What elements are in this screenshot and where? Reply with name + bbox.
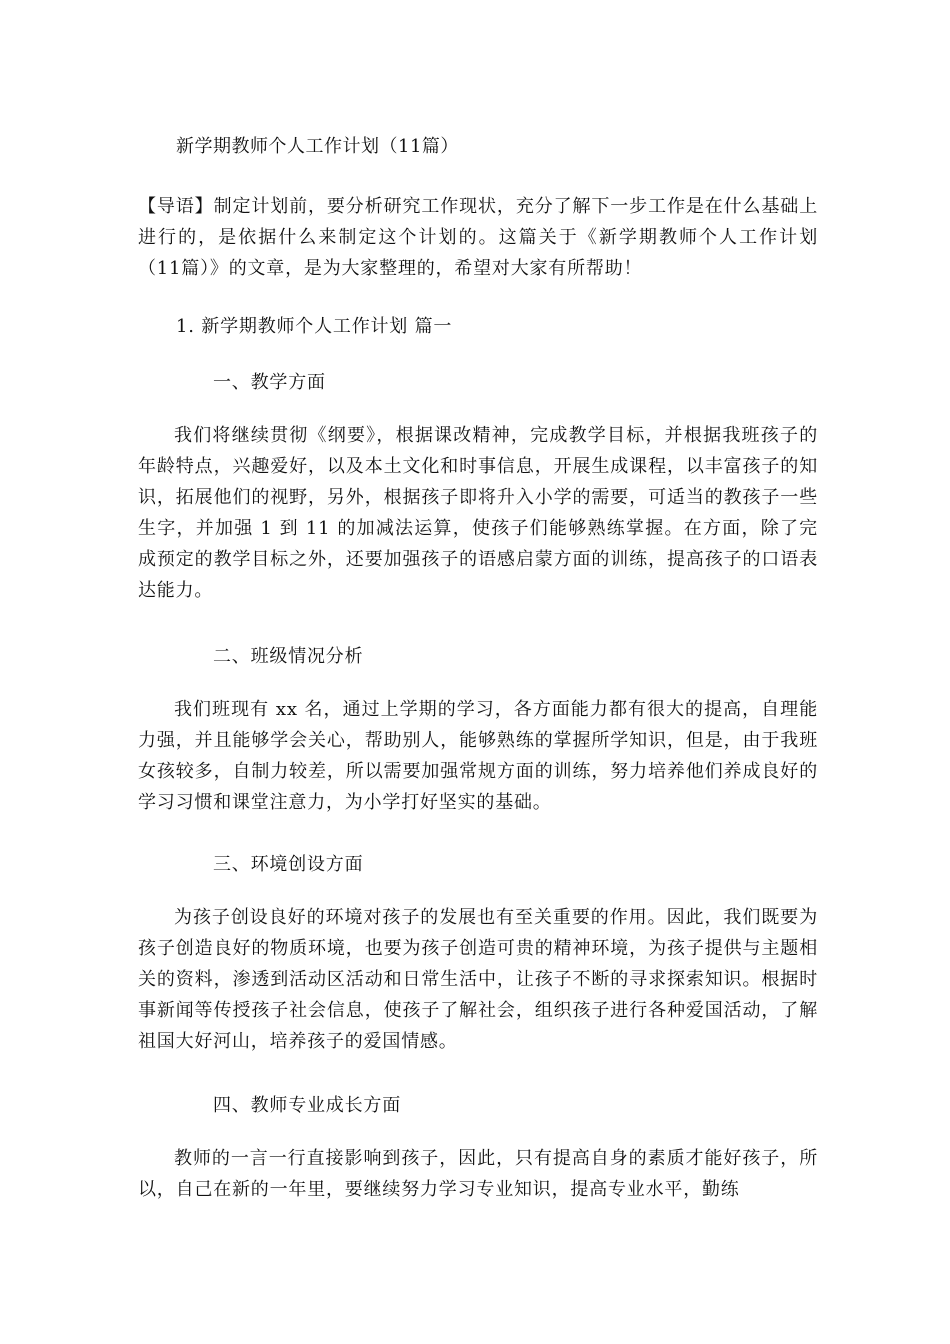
section-heading-teacher-growth: 四、教师专业成长方面 — [213, 1095, 401, 1116]
part-heading: 1. 新学期教师个人工作计划 篇一 — [176, 316, 453, 337]
document-title: 新学期教师个人工作计划（11篇） — [176, 136, 459, 157]
section-body-teaching: 我们将继续贯彻《纲要》，根据课改精神，完成教学目标，并根据我班孩子的年龄特点，兴趣爱好，以及本土文化和时事信息，开展生成课程，以丰富孩子的知识，拓展他们的视野，另外，根据孩子即将升入小学的需要，可适当的教孩子一些生字，并加强 1 到 11 的加减法运算，使孩子们能够熟练掌握。在方面，除了完成预定的教学目标之外，还要加强孩子的语感启蒙方面的训练，提高孩子的口语表达能力。 — [138, 425, 818, 601]
section-heading-teaching: 一、教学方面 — [213, 372, 326, 393]
section-heading-class-analysis: 二、班级情况分析 — [213, 646, 364, 667]
section-body-class-analysis: 我们班现有 xx 名，通过上学期的学习，各方面能力都有很大的提高，自理能力强，并且能够学会关心，帮助别人，能够熟练的掌握所学知识，但是，由于我班女孩较多，自制力较差，所以需要加强常规方面的训练，努力培养他们养成良好的学习习惯和课堂注意力，为小学打好坚实的基础。 — [138, 699, 818, 813]
intro-paragraph: 【导语】制定计划前，要分析研究工作现状，充分了解下一步工作是在什么基础上进行的，是依据什么来制定这个计划的。这篇关于《新学期教师个人工作计划（11篇）》的文章，是为大家整理的，希望对大家有所帮助！ — [138, 196, 818, 279]
section-body-environment: 为孩子创设良好的环境对孩子的发展也有至关重要的作用。因此，我们既要为孩子创造良好的物质环境，也要为孩子创造可贵的精神环境，为孩子提供与主题相关的资料，渗透到活动区活动和日常生活中，让孩子不断的寻求探索知识。根据时事新闻等传授孩子社会信息，使孩子了解社会，组织孩子进行各种爱国活动，了解祖国大好河山，培养孩子的爱国情感。 — [138, 907, 818, 1052]
section-body-teacher-growth: 教师的一言一行直接影响到孩子，因此，只有提高自身的素质才能好孩子，所以，自己在新的一年里，要继续努力学习专业知识，提高专业水平，勤练 — [138, 1148, 818, 1200]
section-heading-environment: 三、环境创设方面 — [213, 854, 364, 875]
